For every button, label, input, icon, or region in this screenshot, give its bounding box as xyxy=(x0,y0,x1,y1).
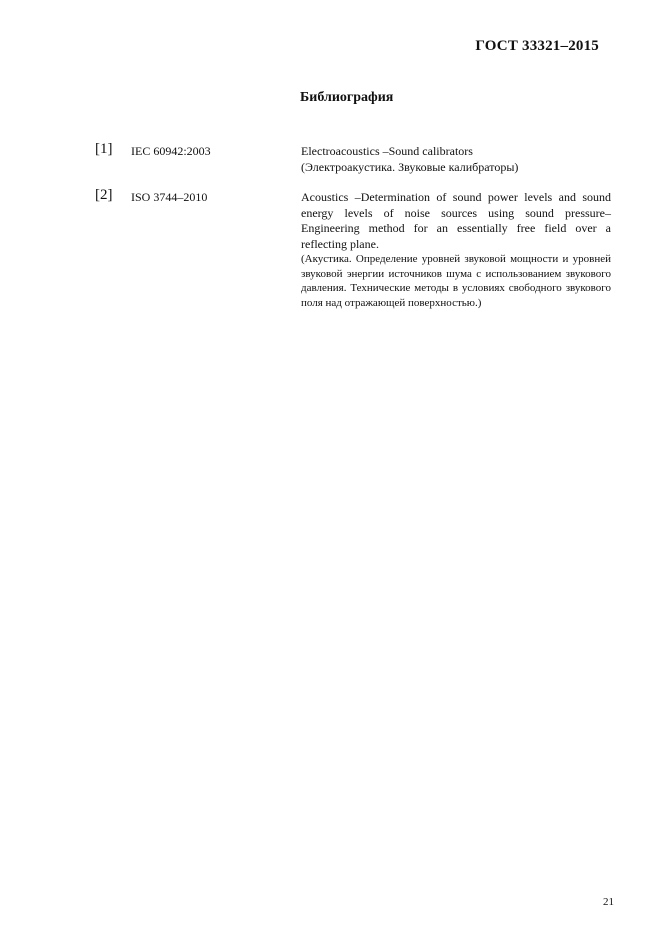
page-number: 21 xyxy=(603,896,614,908)
bibliography-entry-description xyxy=(301,144,611,175)
bibliography-entry-code: IEC 60942:2003 xyxy=(131,144,211,158)
bibliography-entry-title-en: Acoustics –Determination of sound power levels and sound energy levels of noise sources using sound pressure–Engineering method for an essentially free field over a reflecting plane. xyxy=(301,190,611,251)
page-header-standard-code: ГОСТ 33321–2015 xyxy=(475,38,599,54)
bibliography-entry-number: [1] xyxy=(95,141,113,157)
bibliography-entry-description xyxy=(301,190,611,310)
bibliography-entry-title-ru: (Электроакустика. Звуковые калибраторы) xyxy=(301,159,519,174)
section-title: Библиография xyxy=(300,90,394,105)
bibliography-entry-code: ISO 3744–2010 xyxy=(131,190,208,204)
bibliography-entry-title-ru: (Акустика. Определение уровней звуковой мощности и уровней звуковой энергии источников шума с использованием звукового давления. Технические методы в условиях свободного звукового поля над отражающей поверхностью.) xyxy=(301,253,611,309)
bibliography-entry-number: [2] xyxy=(95,187,113,203)
bibliography-entry-title-en: Electroacoustics –Sound calibrators xyxy=(301,144,473,158)
